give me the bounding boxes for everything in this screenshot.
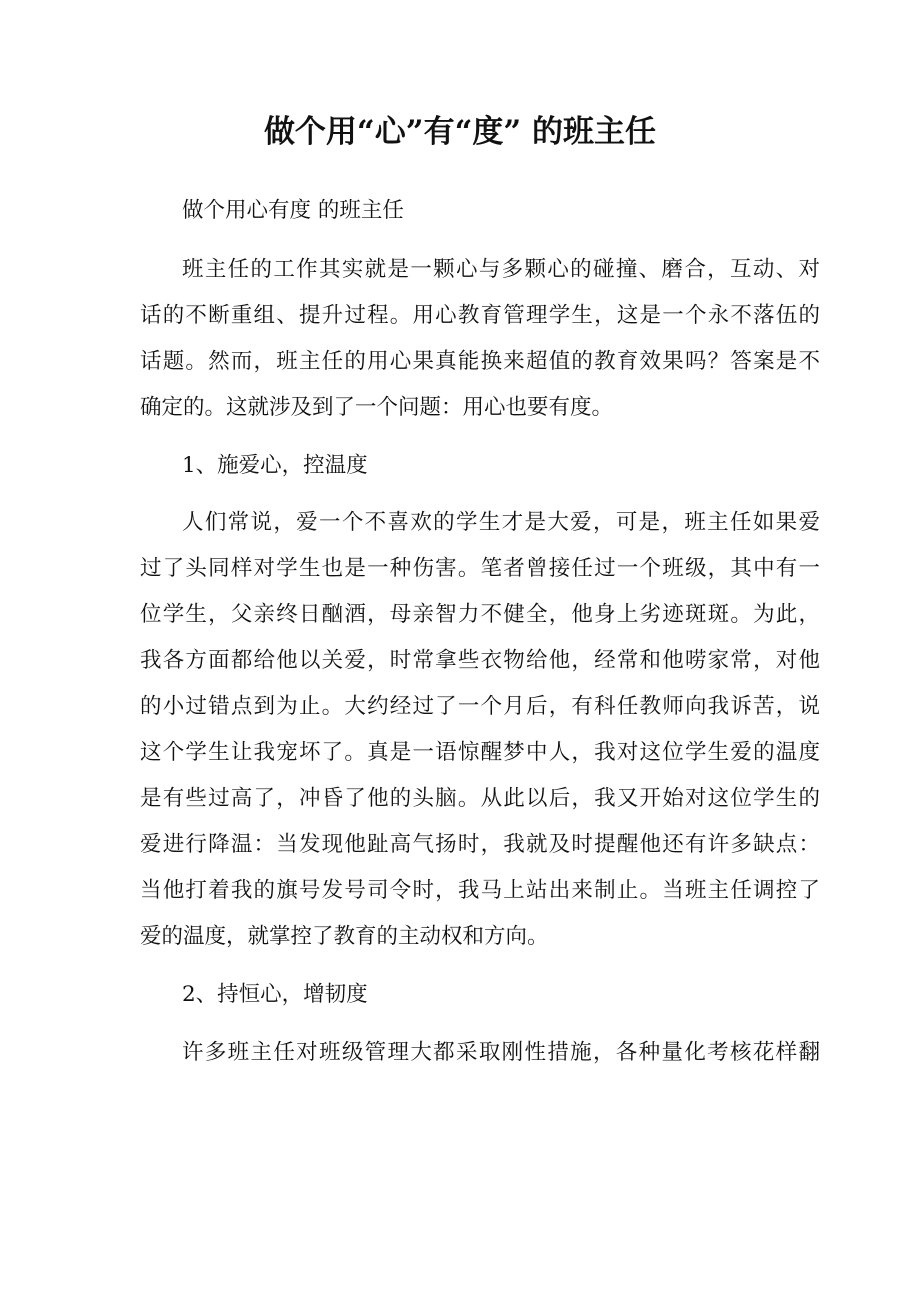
paragraph-line: 爱的温度，就掌控了教育的主动权和方向。 xyxy=(140,924,549,949)
paragraph-line: 位学生，父亲终日酗酒，母亲智力不健全，他身上劣迹斑斑。为此， xyxy=(140,602,820,627)
paragraph-line: 确定的。这就涉及到了一个问题：用心也要有度。 xyxy=(140,395,614,420)
paragraph-line: 话的不断重组、提升过程。用心教育管理学生，这是一个永不落伍的 xyxy=(140,303,820,328)
paragraph-line: 许多班主任对班级管理大都采取刚性措施，各种量化考核花样翻 xyxy=(182,1040,820,1065)
document-subtitle: 做个用心有度 的班主任 xyxy=(182,198,404,223)
document-title: 做个用“心”有“度” 的班主任 xyxy=(263,114,657,150)
section-heading: 1、施爱心，控温度 xyxy=(182,453,368,478)
paragraph-line: 这个学生让我宠坏了。真是一语惊醒梦中人，我对这位学生爱的温度 xyxy=(140,740,820,765)
paragraph-line: 我各方面都给他以关爱，时常拿些衣物给他，经常和他唠家常，对他 xyxy=(140,648,820,673)
paragraph-line: 过了头同样对学生也是一种伤害。笔者曾接任过一个班级，其中有一 xyxy=(140,556,820,581)
paragraph-line: 话题。然而，班主任的用心果真能换来超值的教育效果吗？答案是不 xyxy=(140,349,820,374)
paragraph-line: 爱进行降温：当发现他趾高气扬时，我就及时提醒他还有许多缺点： xyxy=(140,832,820,857)
paragraph-line: 的小过错点到为止。大约经过了一个月后，有科任教师向我诉苦，说 xyxy=(140,694,820,719)
paragraph-line: 人们常说，爱一个不喜欢的学生才是大爱，可是，班主任如果爱 xyxy=(182,510,820,535)
section-heading: 2、持恒心，增韧度 xyxy=(182,982,368,1007)
paragraph-line: 班主任的工作其实就是一颗心与多颗心的碰撞、磨合，互动、对 xyxy=(182,257,820,282)
paragraph-line: 当他打着我的旗号发号司令时，我马上站出来制止。当班主任调控了 xyxy=(140,878,820,903)
paragraph-line: 是有些过高了，冲昏了他的头脑。从此以后，我又开始对这位学生的 xyxy=(140,786,820,811)
